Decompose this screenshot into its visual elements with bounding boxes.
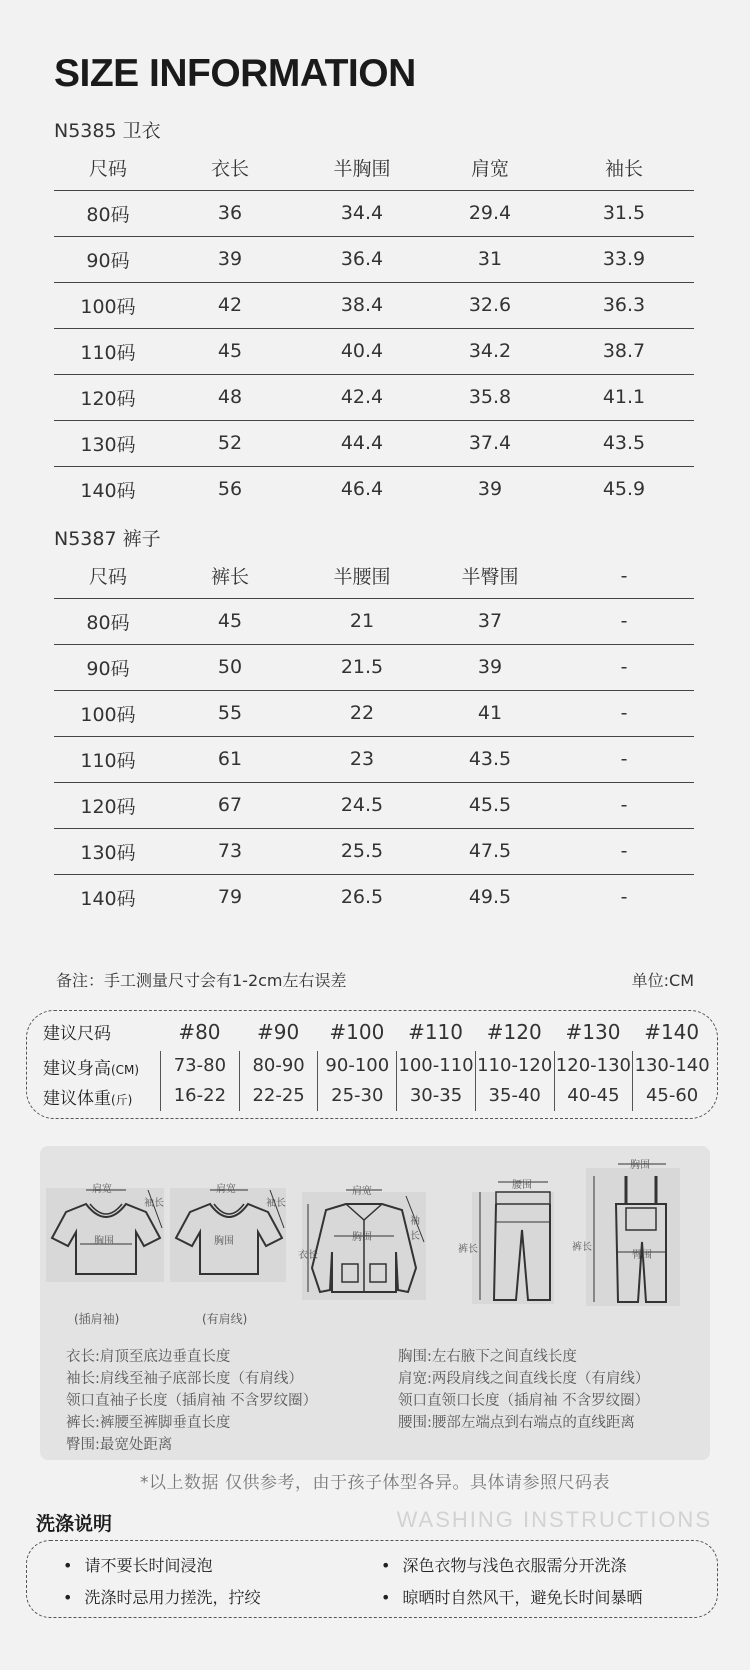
size-cell: #80: [178, 1019, 221, 1044]
chest-label: 胸围: [352, 1232, 372, 1243]
washing-title: 洗涤说明: [36, 1513, 113, 1535]
recommended-weight-label: 建议体重(斤): [43, 1088, 133, 1109]
column-header: 半臀围: [461, 566, 519, 589]
measurement-cell: 67: [162, 782, 298, 828]
table-row: [54, 828, 694, 874]
measurement-cell: 24.5: [298, 782, 426, 828]
weight-cell: 25-30: [317, 1081, 396, 1111]
measurement-cell: 52: [162, 420, 298, 466]
size-cell: 80码: [54, 598, 162, 644]
description-list-right: [398, 1346, 649, 1434]
recommended-size-label: 建议尺码: [43, 1024, 111, 1044]
size-cell: 130码: [54, 828, 162, 874]
measurement-note: 备注：手工测量尺寸会有1-2cm左右误差: [56, 971, 347, 990]
measurement-cell: 22: [298, 690, 426, 736]
hoodie-size-table: [54, 146, 694, 512]
height-cell: 100-110: [396, 1051, 475, 1081]
washing-item: • 深色衣物与浅色衣服需分开洗涤: [381, 1553, 626, 1576]
table-row: [54, 282, 694, 328]
measurement-cell: 47.5: [426, 828, 554, 874]
size-cell: 100码: [54, 690, 162, 736]
measurement-diagram-panel: [40, 1146, 710, 1460]
weight-cell: 45-60: [632, 1081, 711, 1111]
measurement-cell: 29.4: [426, 190, 554, 236]
measurement-cell: 25.5: [298, 828, 426, 874]
description-line: 腰围:腰部左端点到右端点的直线距离: [398, 1415, 635, 1431]
measurement-cell: 45: [162, 328, 298, 374]
measurement-cell: 38.4: [298, 282, 426, 328]
measurement-cell: 33.9: [554, 236, 694, 282]
measurement-cell: 32.6: [426, 282, 554, 328]
height-cell: 120-130: [554, 1051, 633, 1081]
height-cell: 110-120: [475, 1051, 554, 1081]
measurement-cell: -: [554, 690, 694, 736]
measurement-cell: 21.5: [298, 644, 426, 690]
measurement-cell: -: [554, 598, 694, 644]
sleeve-label: 袖长: [410, 1216, 420, 1242]
height-cell: 130-140: [632, 1051, 711, 1081]
measurement-cell: 50: [162, 644, 298, 690]
measurement-cell: 37.4: [426, 420, 554, 466]
description-line: 袖长:肩线至袖子底部长度（有肩线）: [66, 1371, 303, 1387]
size-cell: 130码: [54, 420, 162, 466]
measurement-cell: 56: [162, 466, 298, 512]
size-cell: #90: [257, 1019, 300, 1044]
measurement-cell: 46.4: [298, 466, 426, 512]
column-header: 尺码: [88, 566, 127, 589]
size-cell: 90码: [54, 644, 162, 690]
length-label: 衣长: [298, 1250, 318, 1261]
measurement-cell: 79: [162, 874, 298, 920]
chest-label: 胸围: [94, 1236, 114, 1247]
size-cell: #110: [408, 1019, 464, 1044]
column-header: 半胸围: [333, 158, 391, 181]
measurement-cell: 39: [426, 644, 554, 690]
pants-size-table: [54, 554, 694, 920]
hoodie-table-label: N5385 卫衣: [54, 120, 161, 142]
measurement-cell: -: [554, 782, 694, 828]
measurement-cell: 21: [298, 598, 426, 644]
weight-cell: 30-35: [396, 1081, 475, 1111]
column-header: 袖长: [604, 158, 643, 181]
chest-label: 胸围: [630, 1160, 650, 1171]
washing-title-en: WASHING INSTRUCTIONS: [396, 1507, 712, 1532]
measurement-cell: 36: [162, 190, 298, 236]
size-cell: 120码: [54, 374, 162, 420]
size-cell: 120码: [54, 782, 162, 828]
size-cell: #130: [565, 1019, 621, 1044]
table-row: [54, 874, 694, 920]
measurement-cell: 39: [162, 236, 298, 282]
column-header: 肩宽: [470, 158, 509, 181]
size-cell: 110码: [54, 736, 162, 782]
pants-table-label: N5387 裤子: [54, 528, 161, 550]
measurement-cell: 49.5: [426, 874, 554, 920]
recommended-weight-row: [43, 1081, 711, 1111]
measurement-cell: 55: [162, 690, 298, 736]
sleeve-label: 袖长: [144, 1198, 164, 1209]
size-cell: 90码: [54, 236, 162, 282]
measurement-cell: 31: [426, 236, 554, 282]
weight-cell: 40-45: [554, 1081, 633, 1111]
shoulder-label: 肩宽: [92, 1184, 112, 1195]
measurement-cell: 43.5: [554, 420, 694, 466]
size-cell: #140: [644, 1019, 700, 1044]
measurement-cell: 45: [162, 598, 298, 644]
measurement-cell: 73: [162, 828, 298, 874]
description-line: 肩宽:两段肩线之间直线长度（有肩线）: [398, 1371, 650, 1387]
table-row: [54, 374, 694, 420]
pants-rows: [54, 598, 694, 920]
hip-label: 臀围: [632, 1250, 652, 1261]
measurement-cell: 48: [162, 374, 298, 420]
sleeve-label: 袖长: [266, 1198, 286, 1209]
unit-label: 单位:CM: [631, 971, 694, 990]
measurement-cell: 45.9: [554, 466, 694, 512]
description-line: 裤长:裤腰至裤脚垂直长度: [66, 1415, 231, 1431]
measurement-cell: 36.4: [298, 236, 426, 282]
description-line: 胸围:左右腋下之间直线长度: [398, 1349, 577, 1365]
measurement-cell: 35.8: [426, 374, 554, 420]
description-line: 领口直袖子长度（插肩袖 不含罗纹圈）: [66, 1393, 318, 1409]
measurement-cell: 61: [162, 736, 298, 782]
table-row: [54, 420, 694, 466]
measurement-cell: 34.4: [298, 190, 426, 236]
measurement-cell: 38.7: [554, 328, 694, 374]
table-row: [54, 644, 694, 690]
pants-length-label: 裤长: [572, 1242, 592, 1253]
size-cell: 140码: [54, 874, 162, 920]
table-header-row: [54, 146, 694, 190]
washing-item: • 洗涤时忌用力搓洗，拧绞: [63, 1585, 260, 1608]
table-row: [54, 236, 694, 282]
jacket-illustration: [298, 1180, 426, 1300]
table-header-row: [54, 554, 694, 598]
hoodie-rows: [54, 190, 694, 512]
description-line: 领口直领口长度（插肩袖 不含罗纹圈）: [398, 1393, 650, 1409]
measurement-cell: 45.5: [426, 782, 554, 828]
size-cell: #100: [329, 1019, 385, 1044]
description-line: 衣长:肩顶至底边垂直长度: [66, 1349, 231, 1365]
measurement-cell: -: [554, 828, 694, 874]
shoulder-label: 肩宽: [352, 1186, 372, 1197]
weight-cell: 22-25: [239, 1081, 318, 1111]
table-row: [54, 690, 694, 736]
pants-length-label: 裤长: [458, 1244, 478, 1255]
overalls-illustration: [570, 1156, 680, 1306]
table-row: [54, 328, 694, 374]
measurement-cell: 23: [298, 736, 426, 782]
measurement-cell: 41: [426, 690, 554, 736]
recommended-size-row: [43, 1019, 711, 1044]
size-cell: 140码: [54, 466, 162, 512]
recommended-height-label: 建议身高(CM): [43, 1058, 140, 1079]
recommended-size-box: [26, 1010, 718, 1119]
measurement-cell: 26.5: [298, 874, 426, 920]
height-cell: 90-100: [317, 1051, 396, 1081]
size-cell: 100码: [54, 282, 162, 328]
washing-item: • 请不要长时间浸泡: [63, 1553, 212, 1576]
recommended-height-row: [43, 1051, 711, 1081]
shoulder-seam-tee-illustration: [170, 1180, 286, 1282]
measurement-cell: 34.2: [426, 328, 554, 374]
weight-cell: 16-22: [160, 1081, 239, 1111]
measurement-cell: 31.5: [554, 190, 694, 236]
measurement-cell: 43.5: [426, 736, 554, 782]
description-line: 臀围:最宽处距离: [66, 1437, 173, 1453]
measurement-cell: 39: [426, 466, 554, 512]
raglan-tee-illustration: [46, 1180, 164, 1282]
measurement-cell: -: [554, 644, 694, 690]
waist-label: 腰围: [512, 1180, 532, 1191]
measurement-cell: 36.3: [554, 282, 694, 328]
page-title: SIZE INFORMATION: [54, 52, 416, 95]
weight-cell: 35-40: [475, 1081, 554, 1111]
measurement-cell: -: [554, 874, 694, 920]
table-row: [54, 190, 694, 236]
chest-label: 胸围: [214, 1236, 234, 1247]
measurement-cell: -: [554, 736, 694, 782]
measurement-cell: 44.4: [298, 420, 426, 466]
washing-instructions-box: [26, 1540, 718, 1618]
measurement-cell: 42: [162, 282, 298, 328]
measurement-cell: 40.4: [298, 328, 426, 374]
size-cell: #120: [486, 1019, 542, 1044]
description-list-left: [66, 1346, 317, 1456]
column-header: 衣长: [210, 158, 249, 181]
shoulder-seam-caption: (有肩线): [202, 1312, 248, 1326]
column-header: -: [620, 564, 628, 587]
table-row: [54, 736, 694, 782]
table-row: [54, 782, 694, 828]
table-row: [54, 466, 694, 512]
measurement-cell: 41.1: [554, 374, 694, 420]
height-cell: 73-80: [160, 1051, 239, 1081]
disclaimer: *以上数据 仅供参考，由于孩子体型各异。具体请参照尺码表: [140, 1473, 610, 1493]
size-cell: 80码: [54, 190, 162, 236]
measurement-cell: 37: [426, 598, 554, 644]
column-header: 裤长: [210, 566, 249, 589]
size-cell: 110码: [54, 328, 162, 374]
pants-illustration: [458, 1174, 554, 1304]
column-header: 半腰围: [333, 566, 391, 589]
height-cell: 80-90: [239, 1051, 318, 1081]
column-header: 尺码: [88, 158, 127, 181]
washing-item: • 晾晒时自然风干，避免长时间暴晒: [381, 1585, 642, 1608]
raglan-caption: (插肩袖): [74, 1312, 120, 1326]
shoulder-label: 肩宽: [216, 1184, 236, 1195]
measurement-cell: 42.4: [298, 374, 426, 420]
table-row: [54, 598, 694, 644]
